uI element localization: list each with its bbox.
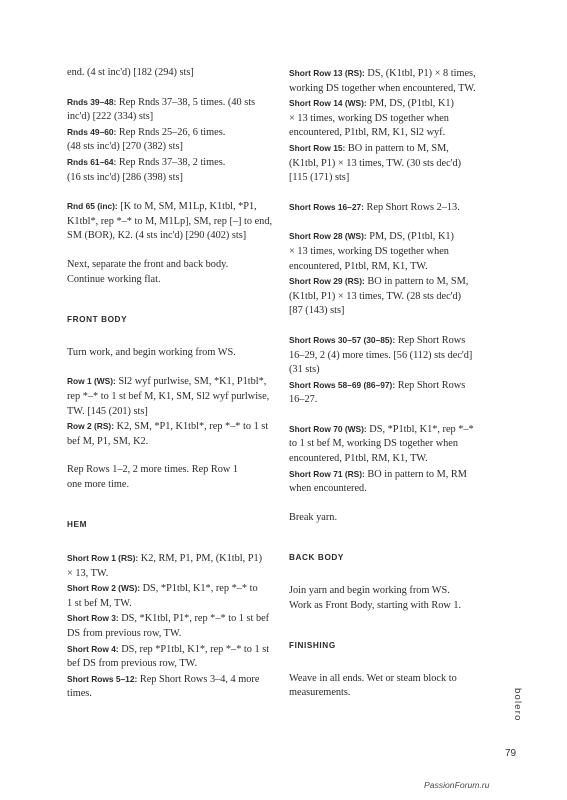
instruction-line: Short Rows 16–27: Rep Short Rows 2–13.: [289, 201, 460, 213]
paragraph: [67, 346, 279, 361]
instruction-line: Short Rows 58–69 (86–97): Rep Short Rows: [289, 379, 466, 391]
instruction-line: Short Row 2 (WS): DS, *P1tbl, K1*, rep *–* to: [67, 583, 258, 595]
text-line: Turn work, and begin working from WS.: [67, 346, 236, 358]
text-line: when encountered.: [289, 483, 367, 495]
instruction-label: Short Rows 30–57 (30–85):: [289, 334, 396, 345]
text-line: TW. [145 (201) sts]: [67, 405, 148, 417]
side-section-label: bolero: [512, 688, 523, 722]
text-line: (K1tbl, P1) × 13 times, TW. (28 sts dec'd): [289, 290, 462, 302]
instruction-label: Rnds 49–60:: [67, 126, 117, 137]
text-line: × 13, TW.: [67, 567, 109, 579]
instruction-line: Short Row 1 (RS): K2, RM, P1, PM, (K1tbl, P1): [67, 553, 263, 565]
text-line: Join yarn and begin working from WS.: [289, 585, 450, 597]
instruction-label: Short Rows 5–12:: [67, 673, 138, 684]
instruction-label: Rnds 61–64:: [67, 156, 117, 167]
instruction-block: [67, 374, 279, 449]
text-line: 16–29, 2 (4) more times. [56 (112) sts dec'd]: [289, 349, 473, 361]
instruction-label: Short Rows 58–69 (86–97):: [289, 379, 396, 390]
instruction-label: Short Row 3:: [67, 613, 119, 624]
text-line: Break yarn.: [289, 511, 338, 523]
text-line: measurements.: [289, 687, 351, 699]
instruction-line: Short Row 13 (RS): DS, (K1tbl, P1) × 8 times,: [289, 68, 476, 79]
text-line: inc'd) [222 (334) sts]: [67, 111, 154, 123]
instruction-block: [67, 199, 279, 244]
section-heading-finishing: FINISHING: [289, 641, 336, 651]
instruction-block: [289, 200, 501, 216]
instruction-line: Rnds 39–48: Rep Rnds 37–38, 5 times. (40 sts: [67, 96, 256, 108]
text-line: Weave in all ends. Wet or steam block to: [289, 672, 457, 684]
text-line: × 13 times, working DS together when: [289, 112, 449, 124]
instruction-block: [289, 422, 501, 497]
text-line: rep *–* to 1 st bef M, K1, SM, Sl2 wyf purlwise,: [67, 390, 270, 402]
instruction-label: Short Row 28 (WS):: [289, 231, 367, 242]
instruction-line: Rnd 65 (inc): [K to M, SM, M1Lp, K1tbl, *P1,: [67, 201, 257, 213]
instruction-line: Short Row 15: BO in pattern to M, SM,: [289, 142, 449, 154]
text-line: (K1tbl, P1) × 13 times, TW. (30 sts dec'd): [289, 157, 462, 169]
instruction-label: Short Row 4:: [67, 643, 119, 654]
text-line: to 1 st bef M, working DS together when: [289, 438, 459, 450]
text-line: encountered, P1tbl, RM, K1, TW.: [289, 260, 428, 272]
instruction-label: Short Row 29 (RS):: [289, 276, 365, 287]
instruction-label: Short Row 13 (RS):: [289, 68, 365, 78]
text-line: Work as Front Body, starting with Row 1.: [289, 599, 462, 611]
text-line: bef DS from previous row, TW.: [67, 658, 198, 670]
text-line: SM (BOR), K2. (4 sts inc'd) [290 (402) sts]: [67, 230, 247, 242]
page-number: 79: [505, 748, 517, 759]
text-line: DS from previous row, TW.: [67, 628, 182, 640]
text-line: encountered, P1tbl, RM, K1, TW.: [289, 453, 428, 465]
text-line: 1 st bef M, TW.: [67, 597, 132, 609]
instruction-line: Short Rows 30–57 (30–85): Rep Short Rows: [289, 334, 466, 346]
section-heading-front-body: FRONT BODY: [67, 315, 128, 325]
paragraph: [67, 258, 279, 287]
instruction-line: Rnds 49–60: Rep Rnds 25–26, 6 times.: [67, 126, 226, 138]
paragraph: [67, 463, 279, 492]
instruction-line: Short Row 3: DS, *K1tbl, P1*, rep *–* to 1 st bef: [67, 613, 270, 625]
instruction-line: Short Row 4: DS, rep *P1tbl, K1*, rep *–* to 1 st: [67, 643, 270, 655]
instruction-label: Short Row 2 (WS):: [67, 583, 141, 594]
instruction-label: Row 1 (WS):: [67, 376, 116, 387]
instruction-line: Short Row 71 (RS): BO in pattern to M, RM: [289, 468, 467, 480]
left-column: [67, 66, 279, 716]
instruction-line: Short Row 29 (RS): BO in pattern to M, SM,: [289, 276, 469, 288]
text-line: encountered, P1tbl, RM, K1, Sl2 wyf.: [289, 127, 446, 139]
instruction-label: Row 2 (RS):: [67, 421, 114, 432]
text-line: (48 sts inc'd) [270 (382) sts]: [67, 141, 183, 153]
instruction-block: [289, 333, 501, 408]
instruction-line: Short Row 14 (WS): PM, DS, (P1tbl, K1): [289, 98, 454, 110]
text-line: one more time.: [67, 478, 130, 490]
instruction-block: [67, 551, 279, 702]
instruction-line: Row 2 (RS): K2, SM, *P1, K1tbl*, rep *–* to 1 st: [67, 421, 269, 433]
instruction-label: Short Row 71 (RS):: [289, 468, 365, 479]
text-line: × 13 times, working DS together when: [289, 245, 449, 257]
instruction-line: Rnds 61–64: Rep Rnds 37–38, 2 times.: [67, 156, 226, 168]
text-line: Continue working flat.: [67, 273, 161, 285]
instruction-line: Short Row 28 (WS): PM, DS, (P1tbl, K1): [289, 231, 454, 243]
instruction-block: [289, 229, 501, 319]
section-heading-hem: HEM: [67, 520, 87, 530]
instruction-label: Short Row 15:: [289, 142, 346, 153]
text-line: times.: [67, 688, 92, 700]
text-line: [115 (171) sts]: [289, 172, 350, 184]
text-line: end. (4 st inc'd) [182 (294) sts]: [67, 67, 194, 78]
paragraph: [289, 584, 501, 613]
instruction-label: Short Row 14 (WS):: [289, 98, 367, 109]
instruction-label: Short Row 70 (WS):: [289, 423, 367, 434]
section-heading-back-body: BACK BODY: [289, 553, 344, 563]
instruction-line: Short Row 70 (WS): DS, *P1tbl, K1*, rep *–*: [289, 423, 474, 435]
text-line: (31 sts): [289, 364, 320, 376]
paragraph: [289, 511, 501, 526]
text-line: (16 sts inc'd) [286 (398) sts]: [67, 171, 183, 183]
text-line: Next, separate the front and back body.: [67, 258, 229, 270]
paragraph: [67, 66, 279, 81]
instruction-label: Short Rows 16–27:: [289, 201, 364, 212]
instruction-block: [67, 95, 279, 186]
text-line: Rep Rows 1–2, 2 more times. Rep Row 1: [67, 464, 239, 476]
text-line: bef M, P1, SM, K2.: [67, 435, 149, 447]
instruction-label: Rnds 39–48:: [67, 96, 117, 107]
instruction-label: Short Row 1 (RS):: [67, 553, 139, 564]
text-line: [87 (143) sts]: [289, 305, 345, 317]
text-line: working DS together when encountered, TW.: [289, 82, 476, 94]
paragraph: [289, 672, 501, 701]
text-line: 16–27.: [289, 394, 318, 406]
right-column: [289, 66, 501, 715]
instruction-label: Rnd 65 (inc):: [67, 201, 118, 212]
instruction-block: [289, 66, 501, 186]
instruction-line: Row 1 (WS): Sl2 wyf purlwise, SM, *K1, P1tbl*,: [67, 376, 267, 388]
text-line: K1tbl*, rep *–* to M, M1Lp], SM, rep [–] to end,: [67, 215, 273, 227]
instruction-line: Short Rows 5–12: Rep Short Rows 3–4, 4 more: [67, 673, 260, 685]
watermark: PassionForum.ru: [424, 780, 490, 790]
